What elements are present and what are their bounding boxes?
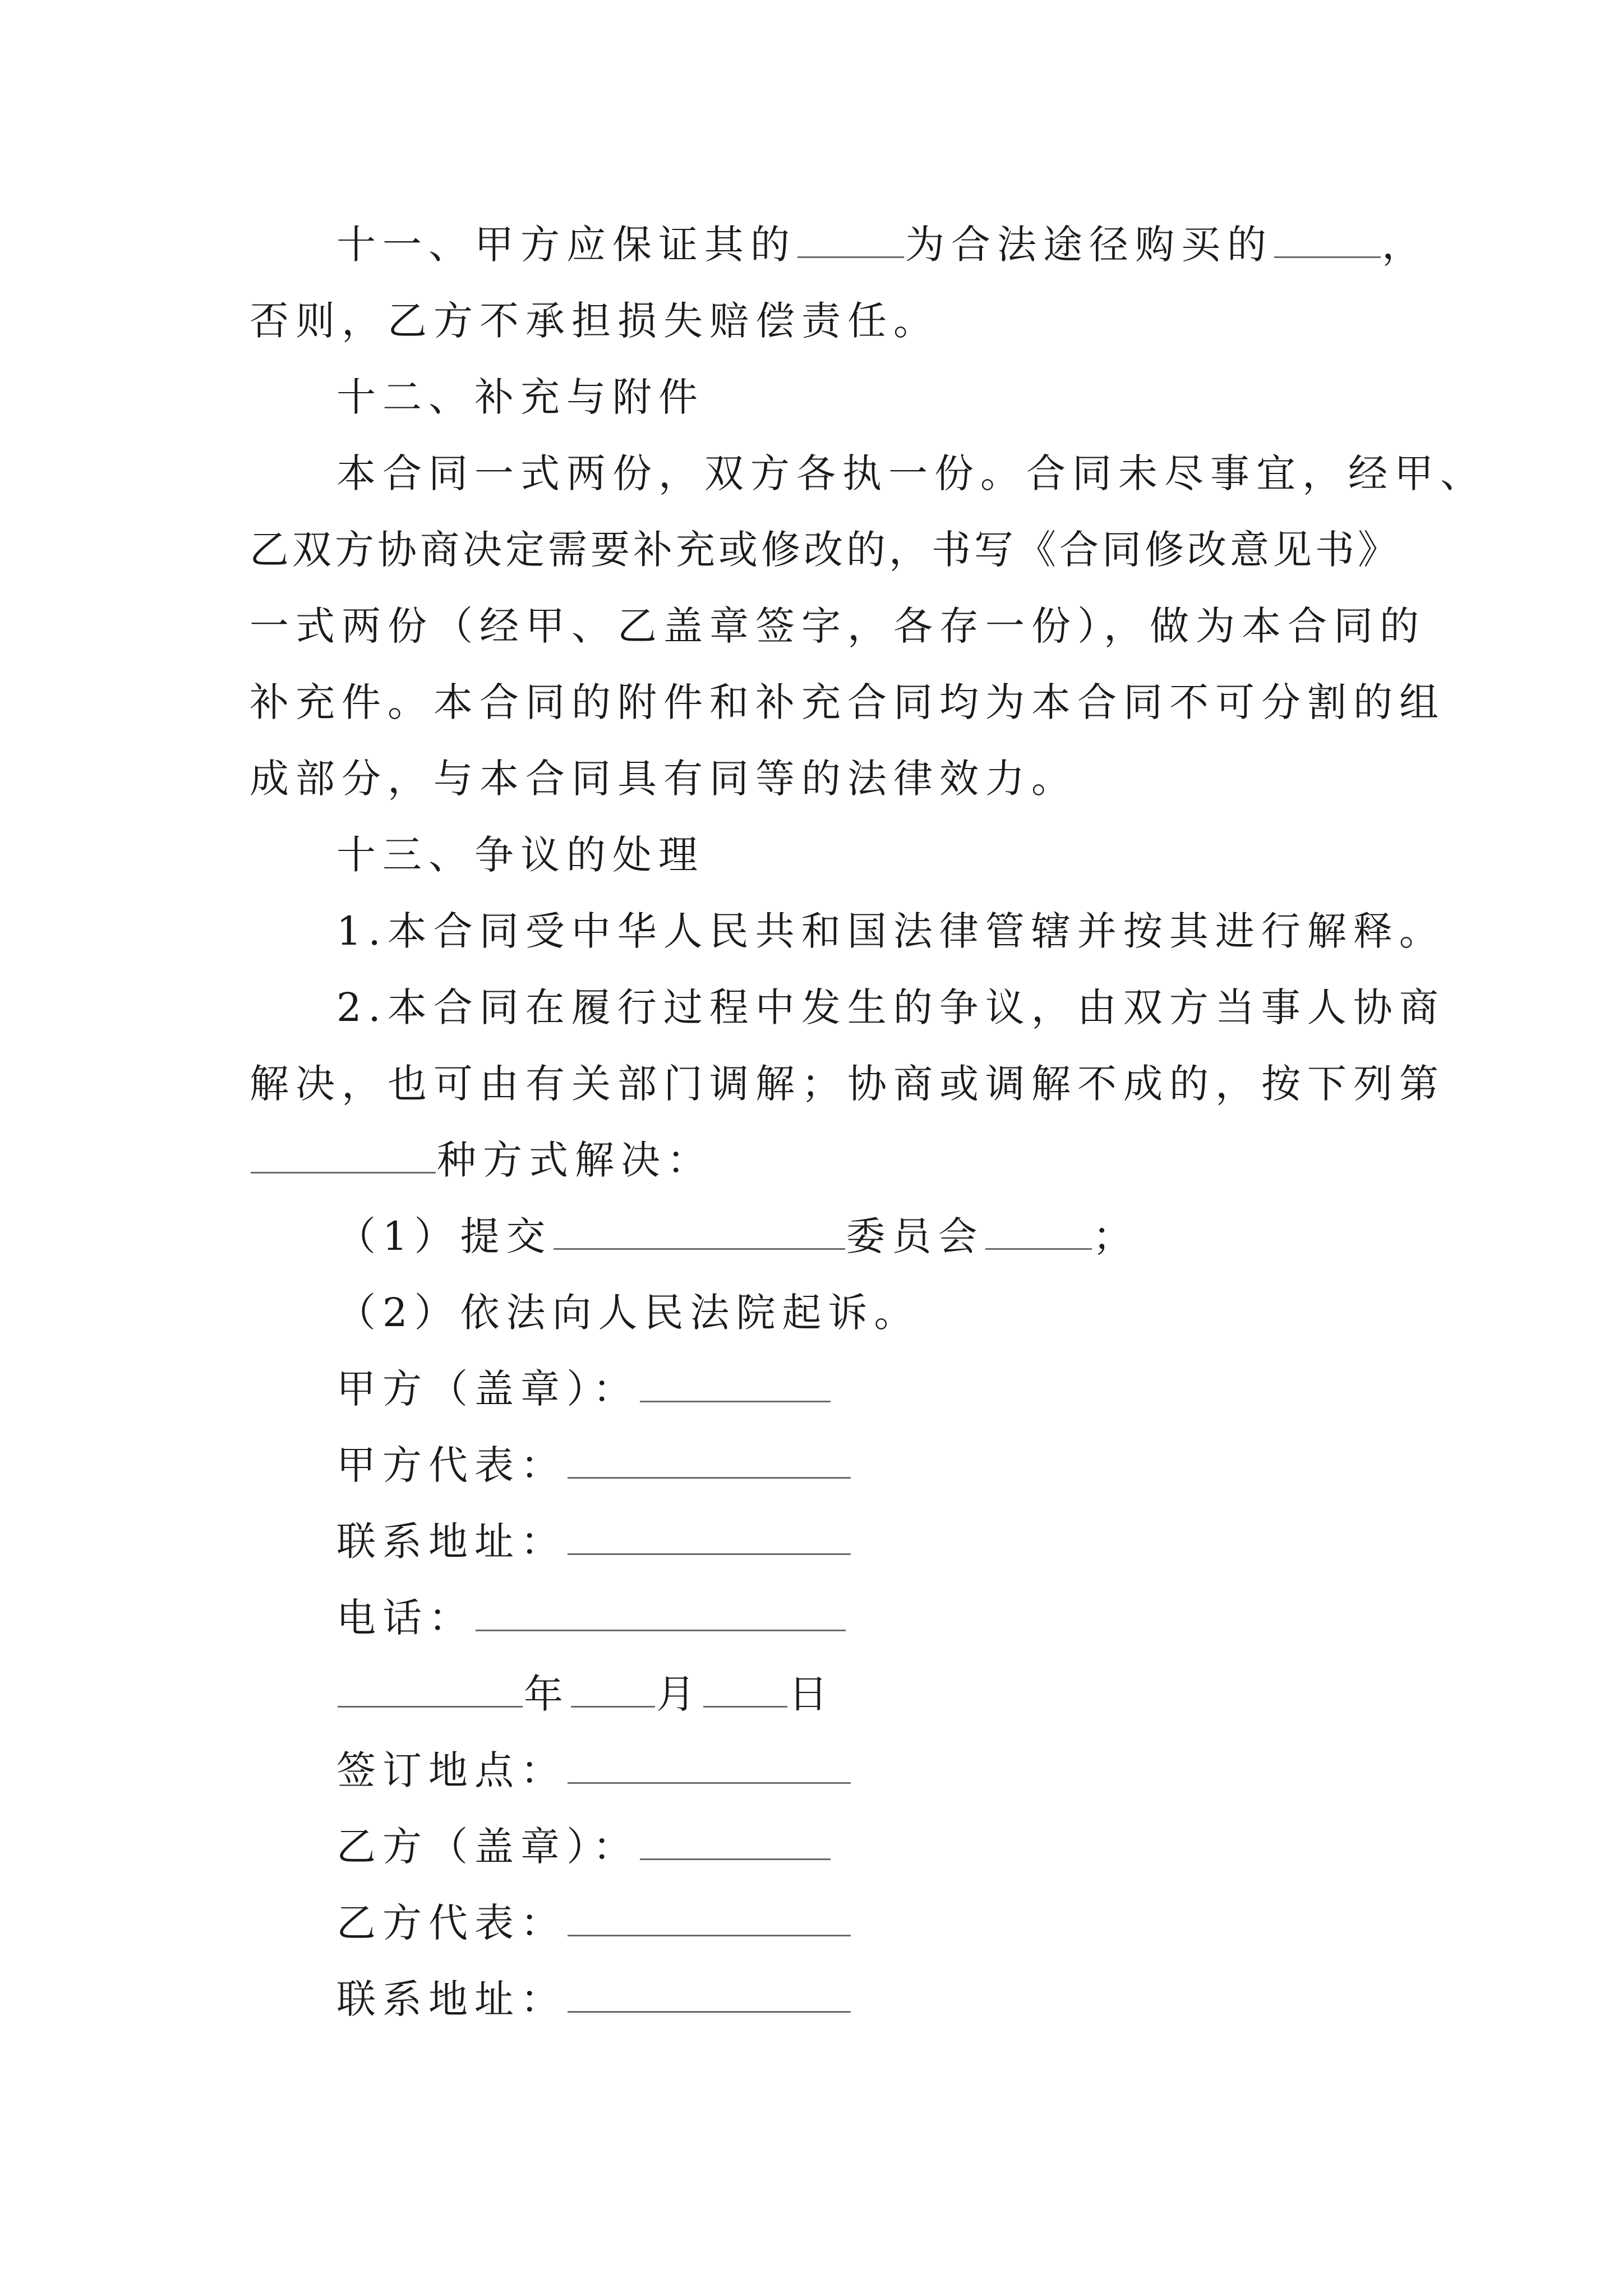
party-b-address-label: 联系地址： xyxy=(336,1976,566,2022)
party-a-seal-label: 甲方（盖章）： xyxy=(336,1366,639,1412)
party-a-address-field[interactable] xyxy=(568,1514,851,1555)
clause-13-item-1: 1.本合同受中华人民共和国法律管辖并按其进行解释。 xyxy=(336,908,1445,954)
party-a-address-label: 联系地址： xyxy=(336,1519,566,1565)
phone-field[interactable] xyxy=(476,1590,846,1631)
party-a-address-row xyxy=(336,1513,852,1570)
clause-12-para-line: 乙双方协商决定需要补充或修改的，书写《合同修改意见书》 xyxy=(250,527,1400,573)
clause-13-item-2-text: 种方式解决： xyxy=(437,1137,713,1183)
party-b-rep-field[interactable] xyxy=(568,1895,851,1936)
party-b-seal-label: 乙方（盖章）： xyxy=(336,1824,639,1870)
phone-label: 电话： xyxy=(336,1595,474,1641)
party-a-seal-row xyxy=(336,1361,832,1417)
option-1-text-c: ； xyxy=(1092,1213,1139,1259)
day-field[interactable] xyxy=(703,1667,787,1708)
clause-13-heading: 十三、争议的处理 xyxy=(336,832,704,878)
party-a-seal-field[interactable] xyxy=(640,1361,831,1402)
clause-11-text-b: 为合法途径购买的 xyxy=(905,222,1273,268)
clause-11-text-c: ， xyxy=(1382,222,1428,268)
clause-13-item-2-line-3 xyxy=(250,1132,713,1188)
option-1-text-b: 委员会 xyxy=(846,1213,984,1259)
party-b-address-row xyxy=(336,1971,852,2027)
month-label: 月 xyxy=(656,1671,702,1717)
clause-11-line-2: 否则，乙方不承担损失赔偿责任。 xyxy=(250,298,939,344)
party-a-rep-field[interactable] xyxy=(568,1438,851,1479)
party-b-seal-field[interactable] xyxy=(640,1819,831,1860)
clause-12-heading: 十二、补充与附件 xyxy=(336,374,704,420)
clause-12-para-line: 一式两份（经甲、乙盖章签字，各存一份），做为本合同的 xyxy=(250,603,1426,649)
party-b-address-field[interactable] xyxy=(568,1972,851,2013)
option-1-text-a: （1）提交 xyxy=(336,1213,552,1259)
blank-field[interactable] xyxy=(797,217,904,258)
party-b-rep-row xyxy=(336,1895,852,1951)
clause-13-item-2-line-2: 解决，也可由有关部门调解；协商或调解不成的，按下列第 xyxy=(250,1061,1445,1107)
clause-12-para-line: 补充件。本合同的附件和补充合同均为本合同不可分割的组 xyxy=(250,679,1445,725)
clause-12-para-line: 成部分，与本合同具有同等的法律效力。 xyxy=(250,756,1077,802)
year-field[interactable] xyxy=(338,1667,523,1708)
clause-13-item-2-line-1: 2.本合同在履行过程中发生的争议，由双方当事人协商 xyxy=(336,984,1445,1030)
blank-field[interactable] xyxy=(251,1133,436,1174)
blank-field[interactable] xyxy=(554,1209,845,1250)
date-row xyxy=(336,1666,834,1722)
party-a-rep-label: 甲方代表： xyxy=(336,1442,566,1488)
clause-13-option-2: （2）依法向人民法院起诉。 xyxy=(336,1290,920,1336)
clause-13-option-1 xyxy=(336,1208,1139,1264)
month-field[interactable] xyxy=(571,1667,655,1708)
party-b-rep-label: 乙方代表： xyxy=(336,1900,566,1946)
sign-place-field[interactable] xyxy=(568,1743,851,1784)
blank-field[interactable] xyxy=(1274,217,1381,258)
party-a-rep-row xyxy=(336,1437,852,1493)
day-label: 日 xyxy=(789,1671,834,1717)
party-b-seal-row xyxy=(336,1819,832,1875)
clause-11-text-a: 十一、甲方应保证其的 xyxy=(336,222,796,268)
sign-place-row xyxy=(336,1742,852,1798)
sign-place-label: 签订地点： xyxy=(336,1747,566,1793)
phone-row xyxy=(336,1590,847,1646)
clause-12-para-line: 本合同一式两份，双方各执一份。合同未尽事宜，经甲、 xyxy=(336,450,1486,496)
clause-11-line-1 xyxy=(336,217,1428,273)
blank-field[interactable] xyxy=(985,1209,1092,1250)
year-label: 年 xyxy=(524,1671,570,1717)
